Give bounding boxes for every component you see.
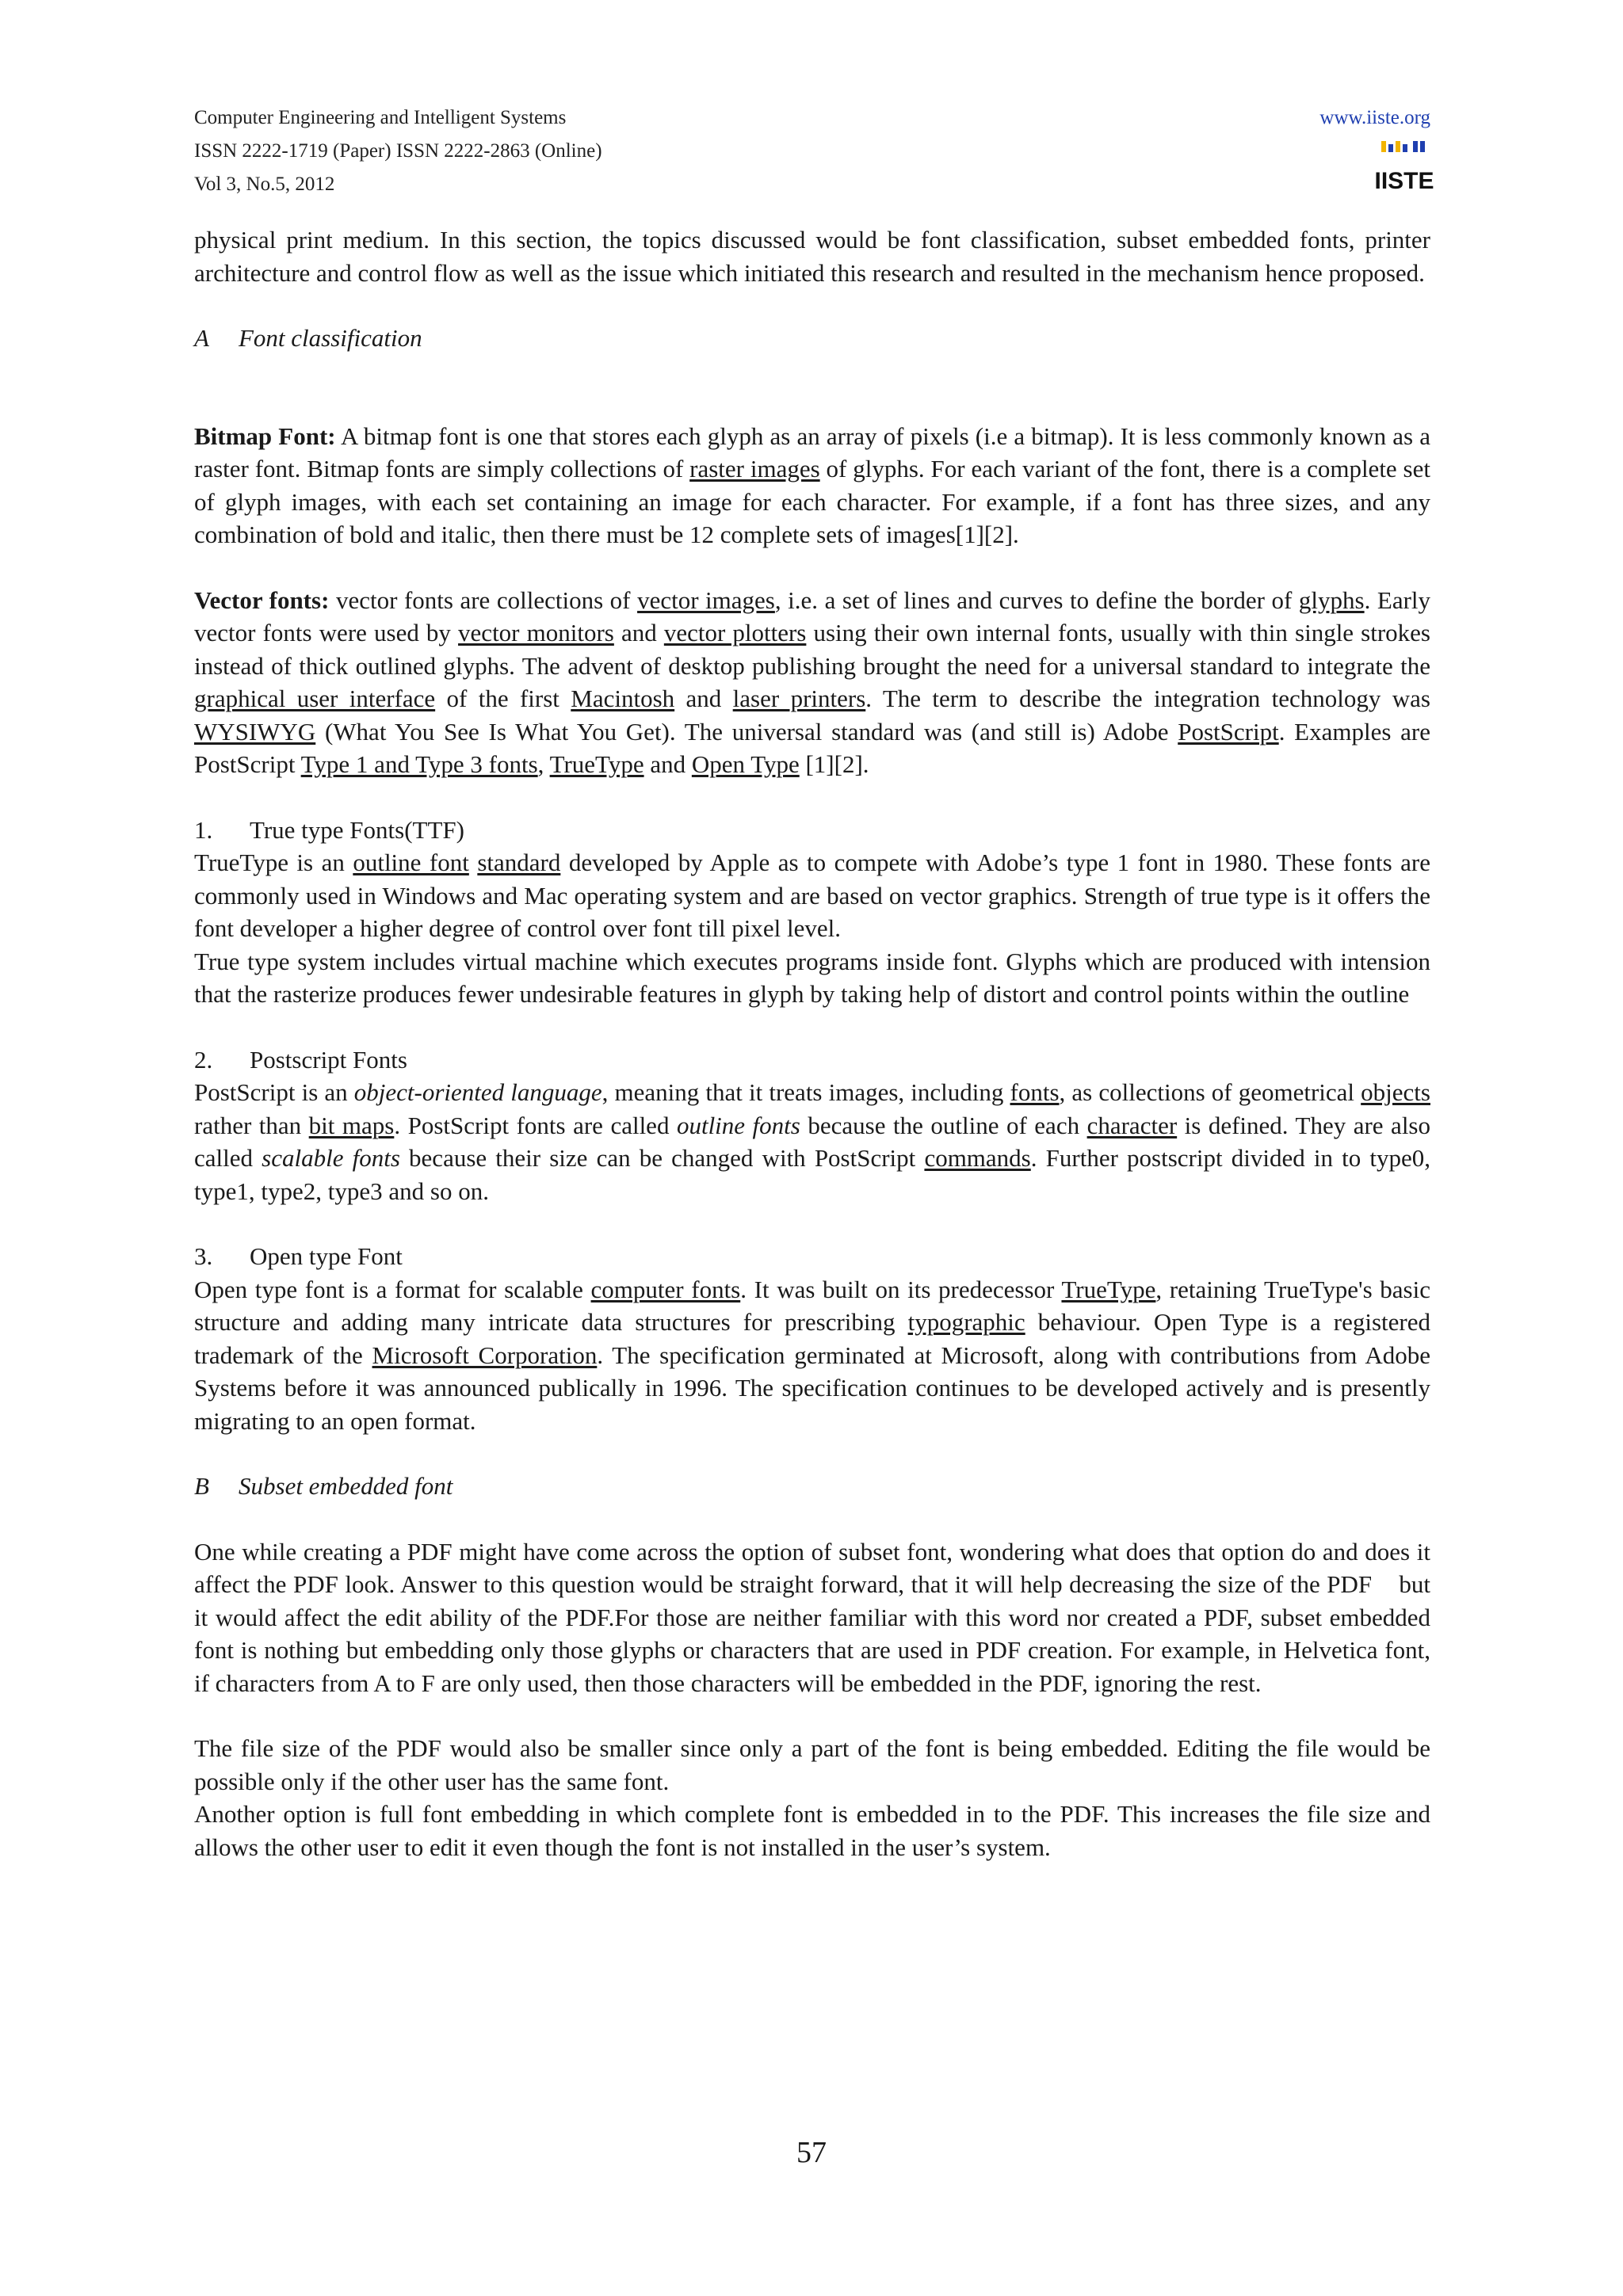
text-run: PostScript is an	[194, 1078, 354, 1106]
italic-run: outline fonts	[676, 1111, 800, 1139]
character-link[interactable]: character	[1086, 1111, 1178, 1139]
logo-text: IISTE	[1374, 168, 1434, 194]
opentype-number: 3.	[194, 1242, 213, 1270]
text-run: and	[674, 685, 733, 712]
italic-run: scalable fonts	[262, 1144, 400, 1172]
volume-line: Vol 3, No.5, 2012	[194, 174, 335, 195]
text-run: , i.e. a set of lines and curves to define the border of	[774, 585, 1299, 614]
bit-maps-link[interactable]: bit maps	[308, 1111, 395, 1139]
subset-paragraph-2: The file size of the PDF would also be smaller since only a part of the font is being embedded. Editing the file would be possible only if the other user has the same font.	[194, 1734, 1430, 1795]
page-body	[194, 223, 1437, 1863]
truetype-link[interactable]: TrueType	[549, 750, 644, 778]
type1-type3-fonts-link[interactable]: Type 1 and Type 3 fonts	[300, 750, 538, 778]
vector-plotters-link[interactable]: vector plotters	[663, 619, 807, 646]
gui-link[interactable]: graphical user interface	[194, 685, 436, 712]
text-run: of the first	[435, 685, 571, 712]
text-run: . Further postscript divided in to type0, type1, type2, type3 and so on.	[194, 1144, 1430, 1205]
raster-images-link[interactable]: raster images	[689, 455, 820, 482]
text-run: TrueType is an	[194, 849, 353, 876]
text-run: , as collections of geometrical	[1059, 1078, 1361, 1106]
text-run: behaviour. Open Type is a registered trademark of the	[194, 1308, 1431, 1369]
macintosh-link[interactable]: Macintosh	[571, 685, 675, 712]
logo-bar-4	[1403, 144, 1407, 152]
typographic-link[interactable]: typographic	[907, 1308, 1025, 1336]
bitmap-font-label: Bitmap Font:	[194, 421, 336, 450]
text-run: Open type font is a format for scalable	[194, 1275, 591, 1303]
ttf-number: 1.	[194, 815, 213, 844]
microsoft-corporation-link[interactable]: Microsoft Corporation	[372, 1341, 598, 1369]
opentype-title: Open type Font	[250, 1242, 403, 1270]
section-b-letter: B	[194, 1472, 209, 1500]
text-run: . PostScript fonts are called	[394, 1111, 677, 1139]
ttf-heading	[194, 814, 1430, 847]
text-run: because their size can be changed with PostScript	[399, 1144, 925, 1172]
text-run: . The specification germinated at Microsoft, along with contributions from Adobe Systems before it was announced publically in 1996. The specification continues to be developed actively and is presently migrating to an open format.	[194, 1341, 1430, 1435]
text-run: vector fonts are collections of	[329, 585, 638, 614]
subset-paragraph-1: One while creating a PDF might have come across the option of subset font, wondering what does that option do and does it affect the PDF look. Answer to this question would be straight forward, that it will help decreasing the size of the PDF but it would affect the edit ability of the PDF.For those are neither familiar with this word nor created a PDF, subset embedded font is nothing but embedding only those glyphs or characters that are used in PDF creation. For example, in Helvetica font, if characters from A to F are only used, then those characters will be embedded in the PDF, ignoring the rest.	[194, 1537, 1437, 1697]
standard-link[interactable]: standard	[477, 849, 561, 876]
ttf-title: True type Fonts(TTF)	[250, 815, 464, 844]
text-run: developed by Apple as to compete with Adobe’s type 1 font in 1980. These fonts are commonly used in Windows and Mac operating system and are based on vector graphics. Strength of true type is it offers the font developer a higher degree of control over font till pixel level.	[194, 849, 1431, 942]
wysiwyg-link[interactable]: WYSIWYG	[194, 717, 316, 746]
postscript-paragraph	[194, 1076, 1430, 1207]
intro-paragraph: physical print medium. In this section, the topics discussed would be font classification, subset embedded fonts, printer architecture and control flow as well as the issue which initiated this research and resulted in the mechanism hence proposed.	[194, 226, 1430, 287]
text-run: [1][2].	[799, 750, 869, 778]
logo-bar-1	[1381, 141, 1386, 152]
bitmap-font-paragraph	[194, 420, 1430, 551]
ttf-paragraph-2: True type system includes virtual machine which executes programs inside font. Glyphs which are produced with intension that the rasterize produces fewer undesirable features in glyph by taking help of distort and control points within the outline	[194, 947, 1430, 1008]
text-run: . The term to describe the integration technology was	[865, 685, 1430, 712]
text-run: is defined. They are also called	[194, 1111, 1430, 1172]
logo-bar-2	[1388, 144, 1393, 152]
text-run: ,	[537, 750, 550, 778]
text-run: of glyphs. For each variant of the font, there is a complete set of glyph images, with each set containing an image for each character. For example, if a font has three sizes, and any combination of bold and italic, then there must be 12 complete sets of images[1][2].	[194, 455, 1430, 548]
section-a-title: Font classification	[239, 324, 422, 352]
truetype-link-2[interactable]: TrueType	[1061, 1275, 1156, 1303]
iiste-logo	[1374, 139, 1434, 195]
logo-bar-5	[1413, 141, 1418, 152]
postscript-number: 2.	[194, 1045, 213, 1074]
text-run: and	[643, 750, 692, 778]
text-run: (What You See Is What You Get). The universal standard was (and still is) Adobe	[315, 717, 1178, 746]
subset-paragraph-3: Another option is full font embedding in which complete font is embedded in to the PDF. This increases the file size and allows the other user to edit it even though the font is not installed in the user’s system.	[194, 1800, 1430, 1861]
laser-printers-link[interactable]: laser printers	[732, 685, 866, 712]
text-run: using their own internal fonts, usually with thin single strokes instead of thick outlined glyphs. The advent of desktop publishing brought the need for a universal standard to integrate the	[194, 619, 1430, 680]
computer-fonts-link[interactable]: computer fonts	[590, 1275, 741, 1303]
text-run: . Early vector fonts were used by	[194, 585, 1431, 646]
vector-images-link[interactable]: vector images	[637, 585, 775, 614]
section-a-heading	[194, 322, 1430, 355]
vector-fonts-label: Vector fonts:	[194, 585, 330, 614]
open-type-link[interactable]: Open Type	[691, 750, 800, 778]
vector-monitors-link[interactable]: vector monitors	[458, 619, 614, 646]
vector-fonts-paragraph	[194, 584, 1430, 781]
postscript-title: Postscript Fonts	[250, 1045, 407, 1074]
section-a-letter: A	[194, 324, 209, 352]
page-header	[194, 101, 1434, 196]
issn-line: ISSN 2222-1719 (Paper) ISSN 2222-2863 (Online)	[194, 140, 602, 162]
text-run: and	[613, 619, 664, 646]
postscript-link[interactable]: PostScript	[1178, 717, 1279, 746]
commands-link[interactable]: commands	[924, 1144, 1031, 1172]
outline-font-link[interactable]: outline font	[353, 849, 469, 876]
logo-bar-3	[1396, 141, 1400, 152]
opentype-heading	[194, 1240, 1430, 1273]
text-run: A bitmap font is one that stores each glyph as an array of pixels (i.e a bitmap). It is less commonly known as a raster font. Bitmap fonts are simply collections of	[194, 421, 1431, 482]
objects-link[interactable]: objects	[1361, 1078, 1430, 1106]
logo-bar-6	[1420, 141, 1425, 152]
italic-run: object-oriented language	[353, 1078, 602, 1106]
opentype-paragraph	[194, 1273, 1430, 1438]
text-run: because the outline of each	[800, 1111, 1087, 1139]
text-run: . It was built on its predecessor	[740, 1275, 1062, 1303]
fonts-link[interactable]: fonts	[1010, 1078, 1060, 1106]
glyphs-link[interactable]: glyphs	[1298, 585, 1365, 614]
section-b-heading	[194, 1470, 1430, 1503]
text-run: rather than	[194, 1111, 309, 1139]
page-number: 57	[796, 2136, 827, 2169]
section-b-title: Subset embedded font	[239, 1472, 453, 1500]
journal-name: Computer Engineering and Intelligent Systems	[194, 107, 567, 128]
text-run: , retaining TrueType's basic structure and adding many intricate data structures for prescribing	[194, 1275, 1430, 1336]
text-run	[469, 849, 477, 876]
journal-url-link[interactable]: www.iiste.org	[1319, 107, 1430, 128]
ttf-paragraph	[194, 846, 1430, 945]
text-run: , meaning that it treats images, including	[601, 1078, 1010, 1106]
postscript-heading	[194, 1043, 1430, 1077]
text-run: . Examples are PostScript	[194, 717, 1430, 778]
